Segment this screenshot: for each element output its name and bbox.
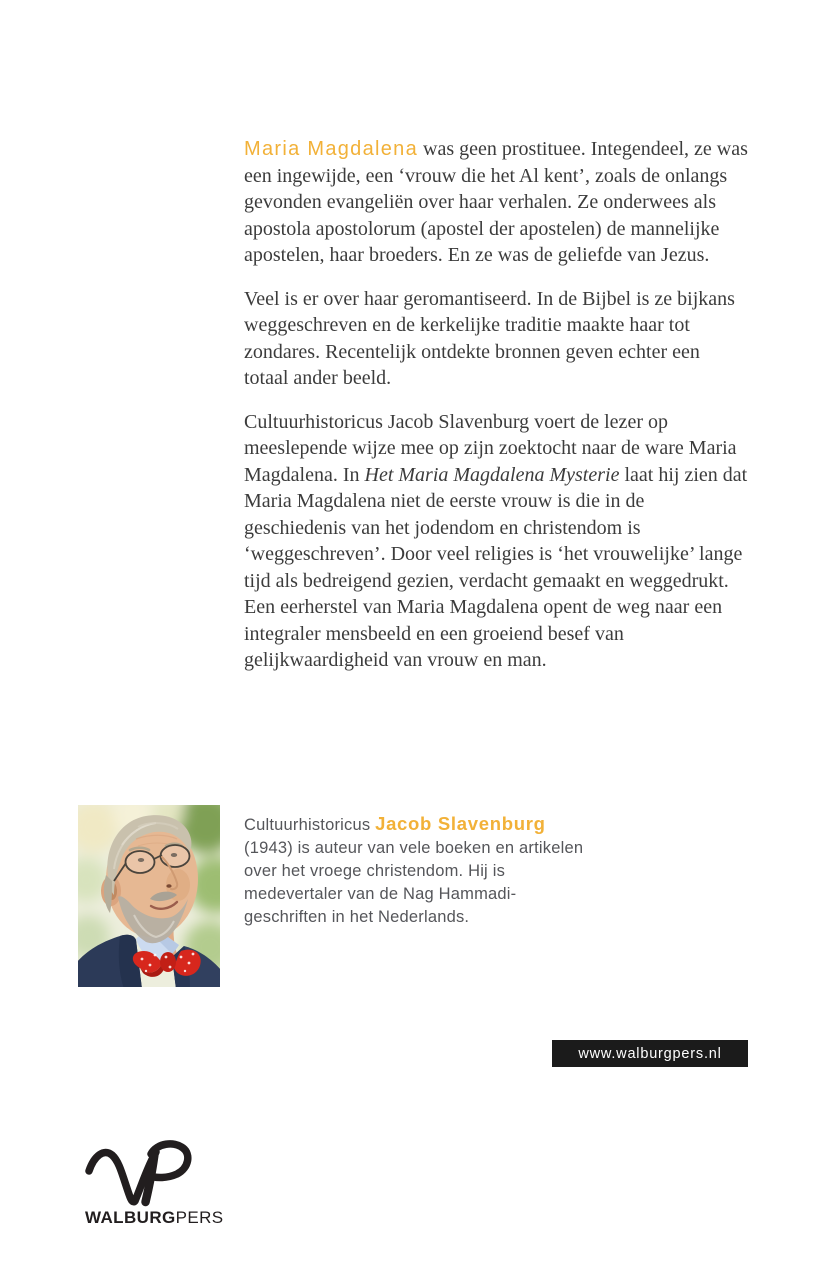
- text-segment: Cultuurhistoricus: [244, 816, 376, 834]
- wp-monogram-icon: [85, 1141, 200, 1205]
- blurb: [244, 136, 749, 674]
- blurb-paragraph: [244, 136, 749, 269]
- website-url: www.walburgpers.nl: [578, 1045, 722, 1062]
- blurb-paragraph: [244, 409, 749, 674]
- publisher-wordmark: [85, 1208, 224, 1228]
- text-segment: Cultuurhistoricus Jacob Slavenburg voert de lezer op meeslepende wijze mee op zijn zoektocht naar de ware Maria Magdalena. In: [244, 410, 737, 486]
- text-segment: Het Maria Magdalena Mysterie: [364, 463, 620, 486]
- blurb-paragraph: [244, 286, 749, 392]
- author-photo: [78, 805, 220, 987]
- author-bio: [244, 812, 598, 929]
- text-segment: Veel is er over haar geromantiseerd. In de Bijbel is ze bijkans weggeschreven en de kerkelijke traditie maakte haar tot zondares. Recentelijk ontdekte bronnen geven echter een totaal ander beeld.: [244, 287, 735, 389]
- text-segment: laat hij zien dat Maria Magdalena niet de eerste vrouw is die in de geschiedenis van het jodendom en christendom is ‘weggeschreven’. Door veel religies is ‘het vrouwelijke’ lange tijd als bedreigend gezien, verdacht gemaakt en weggedrukt. Een eerherstel van Maria Magdalena opent de weg naar een integraler mensbeeld en een groeiend besef van gelijkwaardigheid van vrouw en man.: [244, 463, 748, 671]
- text-segment: Jacob Slavenburg: [375, 813, 546, 834]
- website-bar: [552, 1040, 748, 1067]
- wordmark-bold: WALBURG: [85, 1208, 176, 1227]
- text-segment: Maria Magdalena: [244, 138, 419, 160]
- text-segment: (1943) is auteur van vele boeken en artikelen over het vroege christendom. Hij is medevertaler van de Nag Hammadi-geschriften in het Nederlands.: [244, 839, 584, 926]
- wordmark-regular: PERS: [175, 1208, 224, 1227]
- text-segment: was geen prostituee. Integendeel, ze was een ingewijde, een ‘vrouw die het Al kent’, zoals de onlangs gevonden evangeliën over haar verhalen. Ze onderwees als apostola apostolorum (apostel der apostelen) de mannelijke apostelen, haar broeders. En ze was de geliefde van Jezus.: [244, 138, 748, 266]
- publisher-logo: [85, 1141, 224, 1228]
- author-photo-image: [78, 805, 220, 987]
